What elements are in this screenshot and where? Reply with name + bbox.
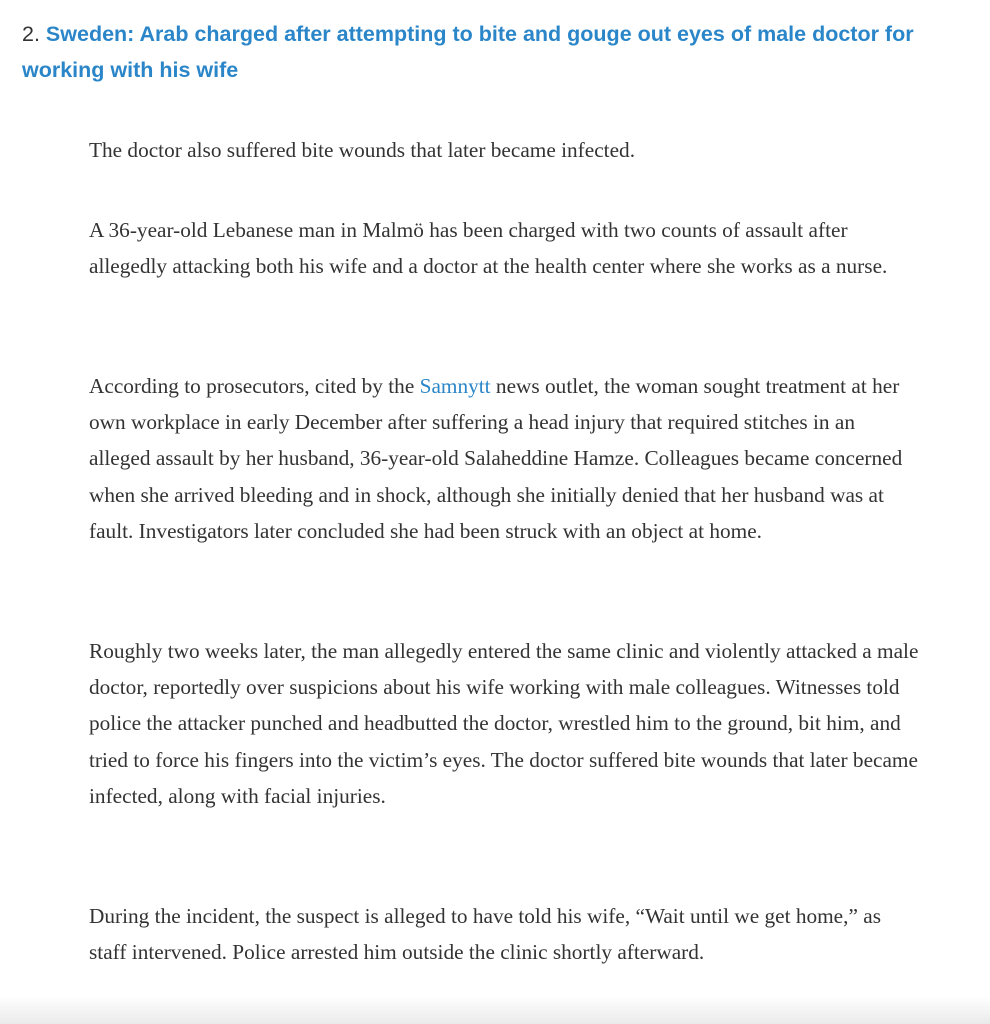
paragraph-3-before: According to prosecutors, cited by the (89, 374, 420, 398)
article-body (89, 132, 919, 965)
paragraph-3-after: news outlet, the woman sought treatment at her own workplace in early December after suffering a head injury that required stitches in an alleged assault by her husband, 36-year-old Salaheddine Hamze. Colleagues became concerned when she arrived bleeding and in shock, although she initially denied that her husband was at fault. Investigators later concluded she had been struck with an object at home. (89, 374, 903, 543)
paragraph-1: The doctor also suffered bite wounds that later became infected. (89, 138, 636, 162)
headline-number: 2. (22, 22, 40, 46)
headline-link[interactable]: Sweden: Arab charged after attempting to bite and gouge out eyes of male doctor for working with his wife (22, 22, 914, 82)
bottom-fade (0, 996, 990, 1024)
paragraph-4: Roughly two weeks later, the man allegedly entered the same clinic and violently attacked a male doctor, reportedly over suspicions about his wife working with male colleagues. Witnesses told police the attacker punched and headbutted the doctor, wrestled him to the ground, bit him, and tried to force his fingers into the victim’s eyes. The doctor suffered bite wounds that later became infected, along with facial injuries. (89, 639, 919, 808)
paragraph-3 (89, 368, 919, 549)
samnytt-link[interactable]: Samnytt (419, 374, 491, 398)
headline (22, 16, 972, 88)
paragraph-5: During the incident, the suspect is alleged to have told his wife, “Wait until we get home,” as staff intervened. Police arrested him outside the clinic shortly afterward. (89, 904, 881, 965)
paragraph-2: A 36-year-old Lebanese man in Malmö has been charged with two counts of assault after allegedly attacking both his wife and a doctor at the health center where she works as a nurse. (89, 218, 888, 279)
